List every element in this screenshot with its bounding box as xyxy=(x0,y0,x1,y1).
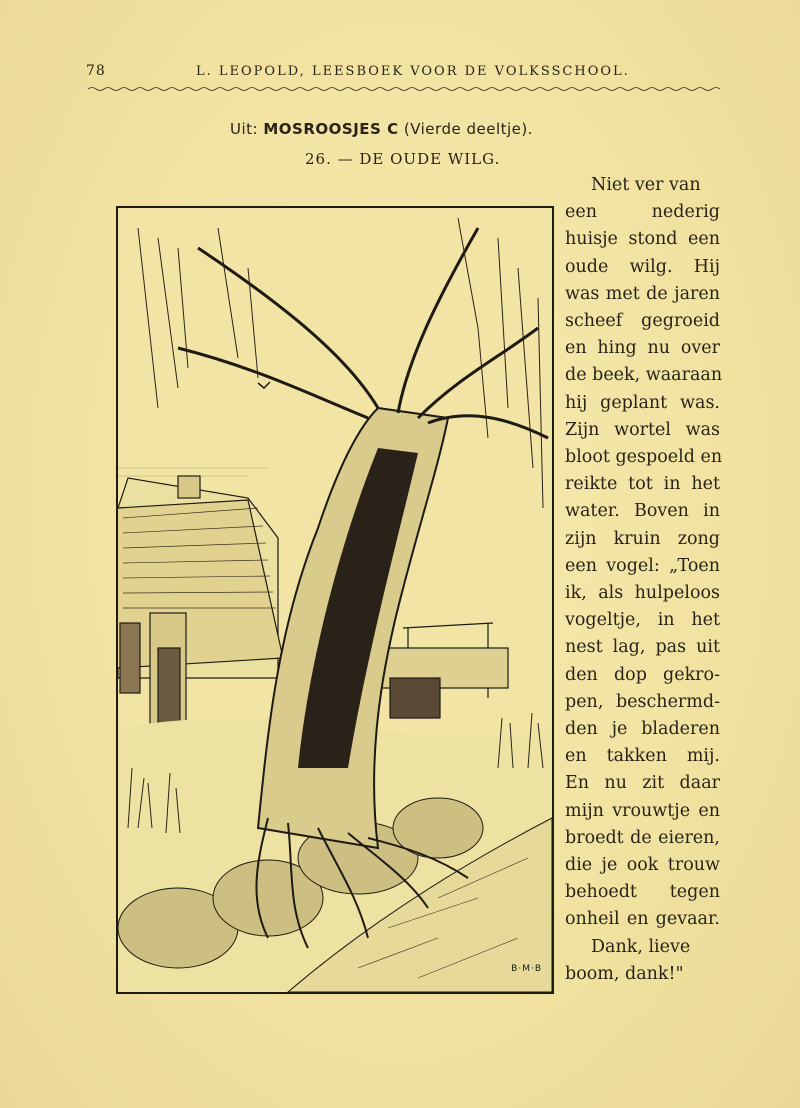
bird-icon xyxy=(258,382,270,388)
story-line: huisje stond een xyxy=(565,229,720,250)
willow-illustration xyxy=(116,206,554,994)
story-line: nest lag, pas uit xyxy=(565,637,720,658)
story-line: behoedt tegen xyxy=(565,882,720,903)
page-number: 78 xyxy=(86,63,106,79)
story-line: en takken mij. xyxy=(565,746,720,767)
source-subtitle: (Vierde deeltje). xyxy=(403,120,534,138)
story-line: onheil en gevaar. xyxy=(565,909,720,930)
source-book-title: MOSROOSJES C xyxy=(263,120,399,138)
story-text xyxy=(565,172,723,988)
story-line: zijn kruin zong xyxy=(565,528,720,549)
story-line: Dank, lieve xyxy=(591,936,691,957)
story-line: bloot gespoeld en xyxy=(565,447,723,468)
story-line: mijn vrouwtje en xyxy=(565,800,720,821)
story-line: water. Boven in xyxy=(565,501,720,522)
leaves xyxy=(138,218,543,508)
running-head: L. LEOPOLD, LEESBOEK VOOR DE VOLKSSCHOOL. xyxy=(196,64,630,79)
story-line: vogeltje, in het xyxy=(565,610,720,631)
story-line: broedt de eieren, xyxy=(565,827,720,848)
illustrator-signature: B·M·B xyxy=(511,964,542,974)
story-line: boom, dank!" xyxy=(565,963,684,984)
story-line: een vogel: „Toen xyxy=(565,555,720,576)
story-line: scheef gegroeid xyxy=(565,311,720,332)
header-rule xyxy=(88,86,720,92)
story-line: een nederig xyxy=(565,202,720,223)
chapter-title: 26. — DE OUDE WILG. xyxy=(305,150,501,168)
story-line: den dop gekro- xyxy=(565,664,720,685)
story-line: was met de jaren xyxy=(565,283,720,304)
story-line: pen, beschermd- xyxy=(565,691,720,712)
willow-drawing xyxy=(118,208,552,992)
story-line: hij geplant was. xyxy=(565,392,720,413)
sky-hatching xyxy=(118,468,268,476)
source-prefix: Uit: xyxy=(230,120,259,138)
story-line: Zijn wortel was xyxy=(565,419,720,440)
story-line: den je bladeren xyxy=(565,719,720,740)
branches xyxy=(178,228,548,438)
story-line: en hing nu over xyxy=(565,338,720,359)
story-line: oude wilg. Hij xyxy=(565,256,720,277)
story-line: die je ook trouw xyxy=(565,855,720,876)
story-line: reikte tot in het xyxy=(565,474,720,495)
story-line: Niet ver van xyxy=(591,175,701,195)
story-line: de beek, waaraan xyxy=(565,365,723,386)
cottage xyxy=(118,476,283,735)
story-line: En nu zit daar xyxy=(565,773,720,794)
source-line xyxy=(230,120,533,138)
story-line: ik, als hulpeloos xyxy=(565,583,720,604)
